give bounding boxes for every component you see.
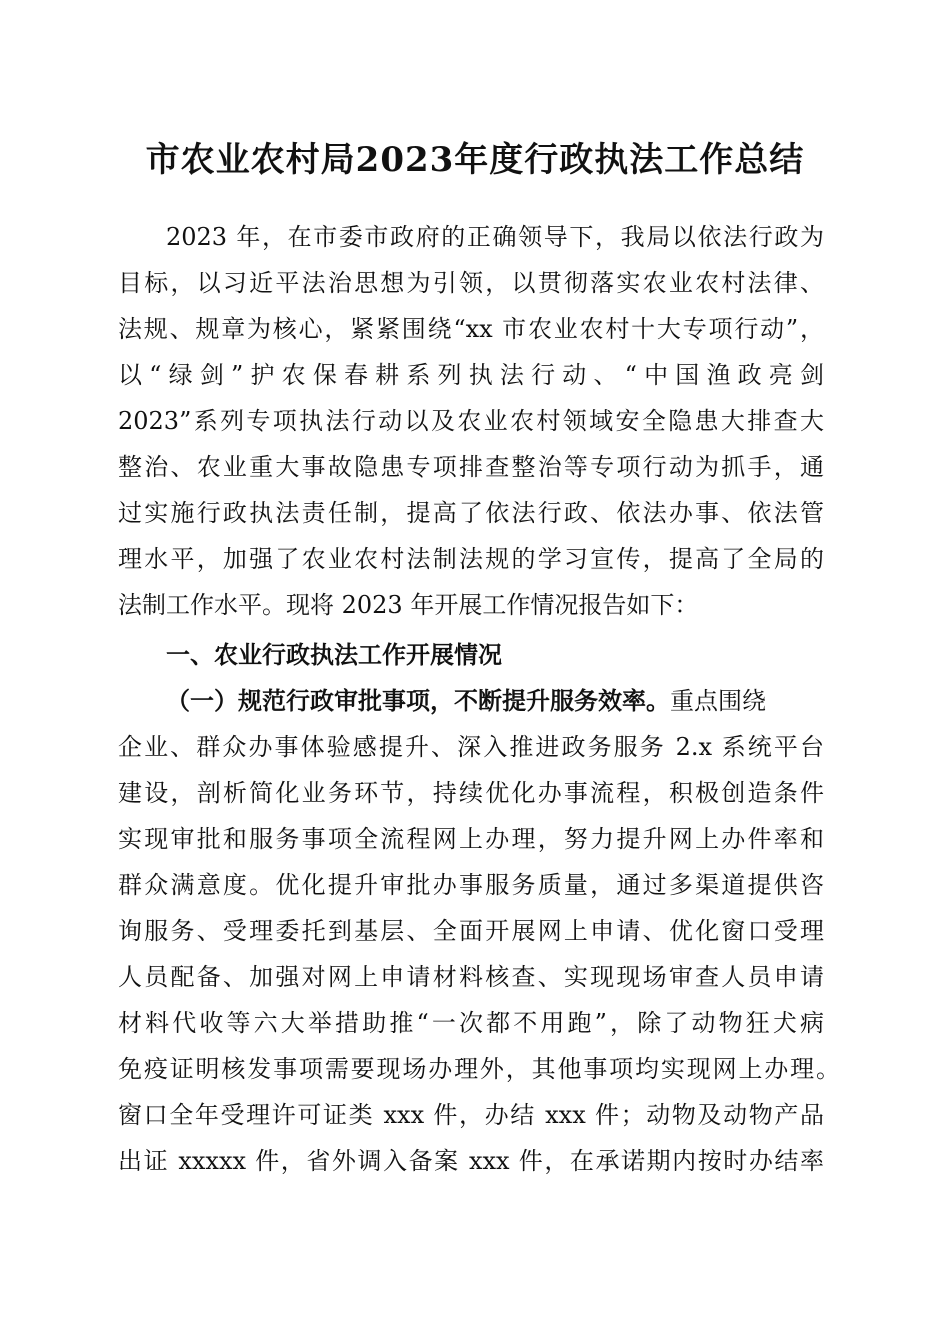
- section-heading: 一、农业行政执法工作开展情况: [166, 641, 502, 669]
- intro-line: 目标，以习近平法治思想为引领，以贯彻落实农业农村法律、: [118, 269, 824, 297]
- subsection-line: 群众满意度。优化提升审批办事服务质量，通过多渠道提供咨: [118, 871, 824, 899]
- subsection-first-line: [166, 678, 824, 724]
- subsection-first-line-rest: 重点围绕: [670, 687, 766, 715]
- subsection-line: 窗口全年受理许可证类 xxx 件，办结 xxx 件；动物及动物产品: [118, 1101, 824, 1129]
- intro-line: 过实施行政执法责任制，提高了依法行政、依法办事、依法管: [118, 499, 824, 527]
- intro-line: 2023”系列专项执法行动以及农业农村领域安全隐患大排查大: [118, 407, 824, 435]
- intro-line: 整治、农业重大事故隐患专项排查整治等专项行动为抓手，通: [118, 453, 824, 481]
- subsection-lead: （一）规范行政审批事项，不断提升服务效率。: [166, 686, 670, 715]
- intro-line: 法制工作水平。现将 2023 年开展工作情况报告如下：: [118, 591, 699, 619]
- intro-line: 法规、规章为核心，紧紧围绕“xx 市农业农村十大专项行动”，: [118, 315, 824, 343]
- subsection-line: 企业、群众办事体验感提升、深入推进政务服务 2.x 系统平台: [118, 733, 824, 761]
- intro-line: 2023 年，在市委市政府的正确领导下，我局以依法行政为: [166, 223, 824, 251]
- document-title: 市农业农村局2023年度行政执法工作总结: [145, 140, 805, 180]
- intro-line: 理水平，加强了农业农村法制法规的学习宣传，提高了全局的: [118, 545, 824, 573]
- intro-line: 以“绿剑”护农保春耕系列执法行动、“中国渔政亮剑: [118, 361, 824, 389]
- subsection-line: 人员配备、加强对网上申请材料核查、实现现场审查人员申请: [118, 963, 824, 991]
- subsection-line: 材料代收等六大举措助推“一次都不用跑”，除了动物狂犬病: [118, 1009, 824, 1037]
- subsection-line: 出证 xxxxx 件，省外调入备案 xxx 件，在承诺期内按时办结率: [118, 1147, 824, 1175]
- subsection-line: 询服务、受理委托到基层、全面开展网上申请、优化窗口受理: [118, 917, 824, 945]
- subsection-line: 免疫证明核发事项需要现场办理外，其他事项均实现网上办理。: [118, 1055, 840, 1083]
- subsection-line: 实现审批和服务事项全流程网上办理，努力提升网上办件率和: [118, 825, 824, 853]
- subsection-line: 建设，剖析简化业务环节，持续优化办事流程，积极创造条件: [118, 779, 824, 807]
